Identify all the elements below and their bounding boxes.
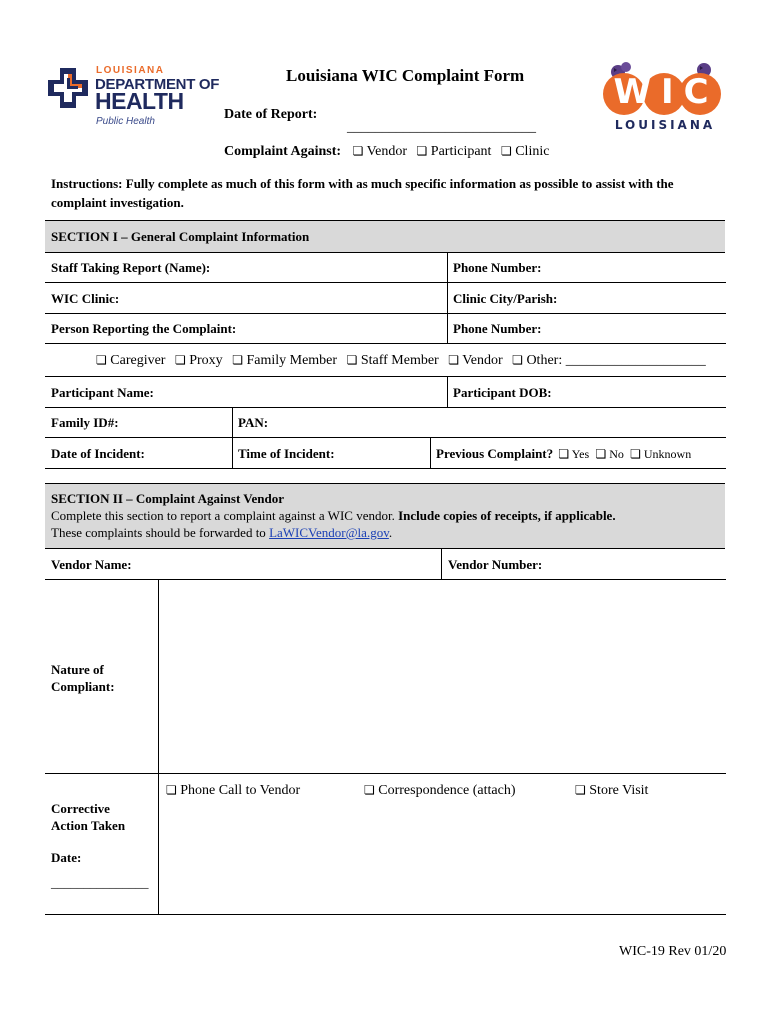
checkbox-icon: ❏ (364, 783, 375, 797)
vendor-checkbox[interactable]: ❏ Vendor (352, 144, 408, 159)
clinic-city-parish-label[interactable]: Clinic City/Parish: (453, 291, 558, 306)
store-visit-checkbox[interactable]: ❏ Store Visit (575, 783, 649, 798)
checkbox-icon: ❏ (630, 447, 641, 461)
checkbox-icon: ❏ (595, 447, 607, 461)
vendor-name-label[interactable]: Vendor Name: (51, 557, 132, 572)
page-title: Louisiana WIC Complaint Form (286, 66, 525, 85)
corrective-date-label: Date: (51, 850, 82, 865)
wic-text: WIC (613, 72, 719, 112)
vendor-email-link[interactable]: LaWICVendor@la.gov (269, 525, 389, 540)
correspondence-checkbox[interactable]: ❏ Correspondence (attach) (364, 783, 516, 798)
family-id-label[interactable]: Family ID#: (51, 415, 119, 430)
participant-name-label[interactable]: Participant Name: (51, 385, 154, 400)
corrective-action-label: Corrective Action Taken (51, 801, 126, 833)
checkbox-icon: ❏ (575, 783, 586, 797)
complaint-against-label: Complaint Against: (224, 144, 342, 159)
complaint-against-row (224, 144, 549, 160)
time-of-incident-label[interactable]: Time of Incident: (238, 446, 335, 461)
nature-of-complaint-label: Nature of Compliant: (51, 662, 115, 694)
phone-number-label-2[interactable]: Phone Number: (453, 321, 542, 336)
pan-label[interactable]: PAN: (238, 415, 269, 430)
ldh-sub: Public Health (96, 116, 155, 127)
reporter-type-options (96, 353, 706, 369)
phone-call-checkbox[interactable]: ❏ Phone Call to Vendor (166, 783, 301, 798)
family-member-checkbox[interactable]: ❏ Family Member (232, 353, 338, 368)
date-of-incident-label[interactable]: Date of Incident: (51, 446, 145, 461)
unknown-checkbox[interactable]: ❏ Unknown (630, 447, 692, 461)
checkbox-icon: ❏ (96, 353, 107, 367)
checkbox-icon: ❏ (416, 144, 428, 158)
checkbox-icon: ❏ (232, 353, 243, 367)
checkbox-icon: ❏ (346, 353, 358, 367)
vendor-type-checkbox[interactable]: ❏ Vendor (448, 353, 503, 368)
date-of-report-field[interactable]: ___________________________ (347, 120, 536, 135)
checkbox-icon: ❏ (166, 783, 177, 797)
nature-of-complaint-field[interactable] (159, 581, 725, 772)
no-checkbox[interactable]: ❏ No (595, 447, 624, 461)
checkbox-icon: ❏ (500, 144, 512, 158)
participant-dob-label[interactable]: Participant DOB: (453, 385, 552, 400)
date-of-report-label: Date of Report: (224, 107, 318, 122)
previous-complaint-row (436, 446, 691, 462)
checkbox-icon: ❏ (352, 144, 364, 158)
other-checkbox[interactable]: ❏ Other: ____________________ (512, 353, 706, 368)
section2-description: Complete this section to report a complaint against a WIC vendor. Include copies of receipts, if applicable. (51, 508, 616, 523)
wic-clinic-label[interactable]: WIC Clinic: (51, 291, 120, 306)
ldh-dept-line1: DEPARTMENT OF (95, 76, 220, 93)
clinic-checkbox[interactable]: ❏ Clinic (500, 144, 550, 159)
ldh-state: LOUISIANA (96, 65, 165, 76)
section2-forward: These complaints should be forwarded to LaWICVendor@la.gov. (51, 525, 393, 540)
yes-checkbox[interactable]: ❏ Yes (558, 447, 590, 461)
participant-checkbox[interactable]: ❏ Participant (416, 144, 492, 159)
checkbox-icon: ❏ (174, 353, 186, 367)
vendor-number-label[interactable]: Vendor Number: (448, 557, 543, 572)
checkbox-icon: ❏ (448, 353, 459, 367)
caregiver-checkbox[interactable]: ❏ Caregiver (96, 353, 166, 368)
person-reporting-label[interactable]: Person Reporting the Complaint: (51, 321, 237, 336)
section1-header: SECTION I – General Complaint Information (51, 229, 310, 244)
form-footer: WIC-19 Rev 01/20 (619, 944, 727, 959)
instructions: Instructions: Fully complete as much of this form with as much specific information as possible to assist with the complaint investigation. (51, 176, 674, 210)
wic-state: LOUISIANA (614, 118, 716, 132)
checkbox-icon: ❏ (558, 447, 570, 461)
staff-member-checkbox[interactable]: ❏ Staff Member (346, 353, 439, 368)
phone-number-label-1[interactable]: Phone Number: (453, 260, 542, 275)
staff-taking-report-label[interactable]: Staff Taking Report (Name): (51, 260, 211, 275)
corrective-date-field[interactable]: _______________ (51, 875, 149, 890)
ldh-dept-line2: HEALTH (95, 88, 184, 114)
checkbox-icon: ❏ (512, 353, 523, 367)
previous-complaint-label: Previous Complaint? (436, 446, 554, 461)
ldh-cross-icon (48, 68, 88, 108)
section2-header: SECTION II – Complaint Against Vendor (51, 491, 284, 506)
proxy-checkbox[interactable]: ❏ Proxy (174, 353, 223, 368)
